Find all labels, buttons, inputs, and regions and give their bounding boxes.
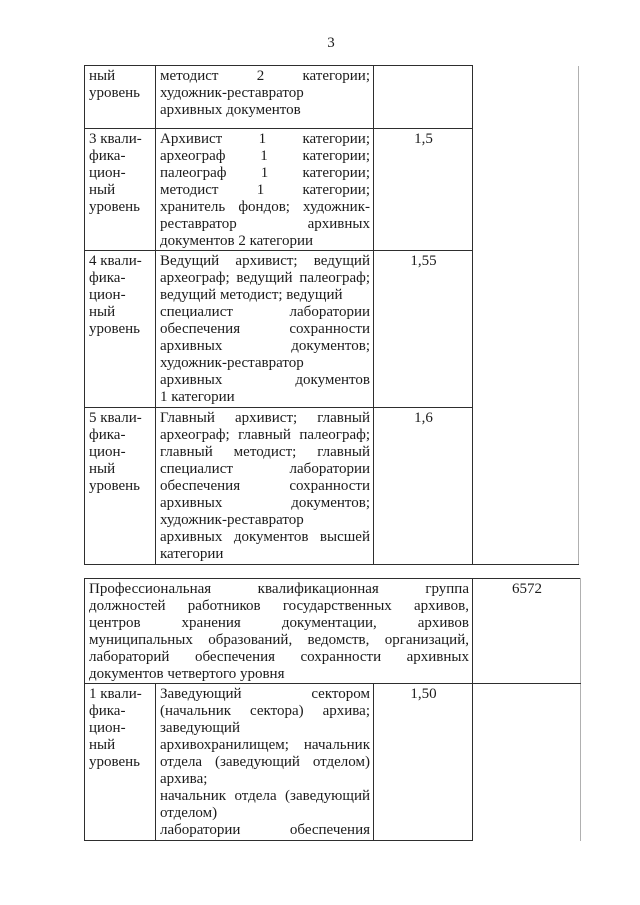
level-label	[89, 253, 152, 338]
text-line: Главный архивист; главный	[160, 410, 370, 426]
text-line: специалист лаборатории	[160, 461, 370, 477]
text-line: архивных документов;	[160, 495, 370, 511]
qualification-level-cell	[85, 251, 156, 408]
text-line: отделом)	[160, 805, 218, 821]
text-line: обеспечения сохранности	[160, 321, 370, 337]
text-line: 1 категории	[160, 389, 235, 405]
text-line: ный	[89, 182, 116, 198]
text-line: реставратор архивных	[160, 216, 370, 232]
text-line: Профессиональная квалификационная группа	[89, 581, 469, 597]
text-line: методист 2 категории;	[160, 68, 370, 84]
text-line: цион-	[89, 720, 126, 736]
coefficient-cell: 1,6	[374, 408, 473, 565]
text-line: археограф; главный палеограф;	[160, 427, 370, 443]
positions-text	[160, 68, 370, 119]
positions-cell	[156, 66, 374, 129]
qualification-level-cell	[85, 408, 156, 565]
text-line: фика-	[89, 703, 126, 719]
positions-text	[160, 253, 370, 406]
text-line: цион-	[89, 444, 126, 460]
text-line: фика-	[89, 427, 126, 443]
text-line: обеспечения сохранности	[160, 478, 370, 494]
coefficient-cell: 1,50	[374, 684, 473, 841]
positions-text	[160, 686, 370, 839]
text-line: муниципальных образований, ведомств, организаций,	[89, 632, 469, 648]
text-line: уровень	[89, 199, 141, 215]
text-line: ведущий методист; ведущий	[160, 287, 343, 303]
text-line: археограф; ведущий палеограф;	[160, 270, 370, 286]
text-line: 3 квали-	[89, 131, 142, 147]
level-label	[89, 68, 152, 102]
group-header-row	[85, 579, 581, 684]
empty-right-column-cell	[473, 684, 581, 841]
qualification-level-cell	[85, 684, 156, 841]
level-label	[89, 131, 152, 216]
group-title-text	[89, 581, 469, 683]
text-line: археограф 1 категории;	[160, 148, 370, 164]
positions-text	[160, 131, 370, 250]
text-line: лабораторий обеспечения сохранности архивных	[89, 649, 469, 665]
text-line: (начальник сектора) архива;	[160, 703, 370, 719]
text-line: художник-реставратор	[160, 355, 304, 371]
text-line: 5 квали-	[89, 410, 142, 426]
text-line: фика-	[89, 148, 126, 164]
positions-cell	[156, 684, 374, 841]
text-line: фика-	[89, 270, 126, 286]
positions-cell	[156, 408, 374, 565]
text-line: архивных документов;	[160, 338, 370, 354]
text-line: архивных документов высшей	[160, 529, 370, 545]
qualification-table-upper	[84, 65, 579, 565]
positions-cell	[156, 251, 374, 408]
text-line: художник-реставратор	[160, 85, 304, 101]
text-line: Ведущий архивист; ведущий	[160, 253, 370, 269]
qualification-level-cell	[85, 129, 156, 251]
text-line: специалист лаборатории	[160, 304, 370, 320]
text-line: уровень	[89, 321, 141, 337]
page-number: 3	[327, 35, 335, 51]
text-line: начальник отдела (заведующий	[160, 788, 370, 804]
text-line: категории	[160, 546, 224, 562]
text-line: цион-	[89, 165, 126, 181]
text-line: лаборатории обеспечения	[160, 822, 370, 838]
text-line: главный методист; главный	[160, 444, 370, 460]
text-line: уровень	[89, 85, 141, 101]
text-line: цион-	[89, 287, 126, 303]
qualification-table-lower	[84, 578, 581, 841]
table-row	[85, 684, 581, 841]
text-line: уровень	[89, 754, 141, 770]
level-label	[89, 686, 152, 771]
text-line: архивных документов	[160, 372, 370, 388]
text-line: архивохранилищем; начальник	[160, 737, 370, 753]
qualification-level-cell	[85, 66, 156, 129]
table-row	[85, 66, 579, 129]
positions-cell	[156, 129, 374, 251]
text-line: ный	[89, 304, 116, 320]
text-line: 4 квали-	[89, 253, 142, 269]
text-line: Заведующий сектором	[160, 686, 370, 702]
text-line: должностей работников государственных архивов,	[89, 598, 469, 614]
text-line: архива;	[160, 771, 208, 787]
group-title-cell	[85, 579, 473, 684]
text-line: методист 1 категории;	[160, 182, 370, 198]
text-line: центров хранения документации, архивов	[89, 615, 469, 631]
text-line: ный	[89, 461, 116, 477]
coefficient-cell: 1,5	[374, 129, 473, 251]
positions-text	[160, 410, 370, 563]
coefficient-cell: 1,55	[374, 251, 473, 408]
level-label	[89, 410, 152, 495]
empty-right-column-cell	[473, 66, 579, 565]
text-line: архивных документов	[160, 102, 301, 118]
text-line: палеограф 1 категории;	[160, 165, 370, 181]
text-line: заведующий	[160, 720, 240, 736]
text-line: ный	[89, 737, 116, 753]
salary-cell: 6572	[473, 579, 581, 684]
text-line: Архивист 1 категории;	[160, 131, 370, 147]
coefficient-cell	[374, 66, 473, 129]
text-line: уровень	[89, 478, 141, 494]
text-line: отдела (заведующий отделом)	[160, 754, 370, 770]
text-line: хранитель фондов; художник-	[160, 199, 370, 215]
text-line: документов 2 категории	[160, 233, 314, 249]
text-line: художник-реставратор	[160, 512, 304, 528]
text-line: документов четвертого уровня	[89, 666, 285, 682]
text-line: ный	[89, 68, 116, 84]
text-line: 1 квали-	[89, 686, 142, 702]
